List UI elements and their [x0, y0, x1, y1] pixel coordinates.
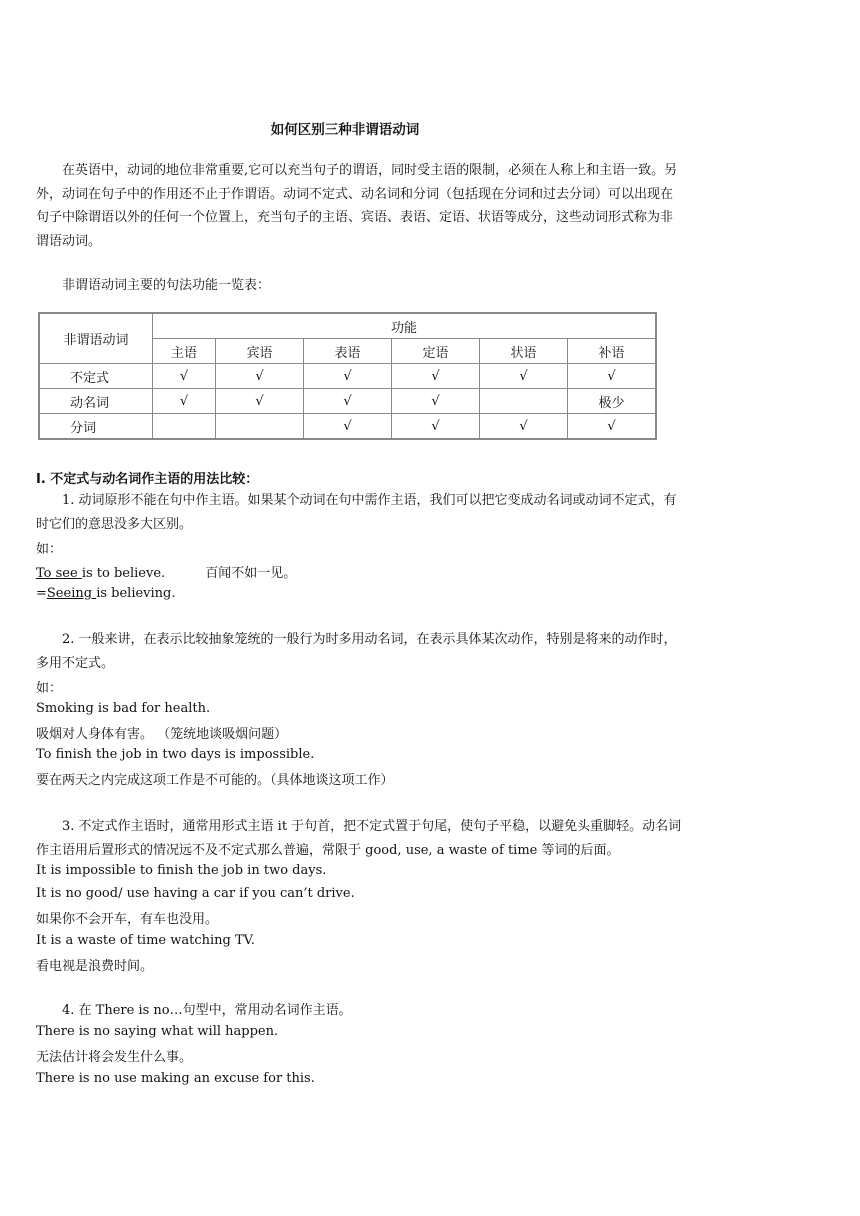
- table-row: [39, 364, 656, 389]
- point-1-paragraph: 1. 动词原形不能在句中作主语。如果某个动词在句中需作主语，我们可以把它变成动名词或动词不定式，有时它们的意思没多大区别。: [36, 493, 677, 532]
- underlined-phrase: To see: [36, 566, 82, 581]
- document-title: 如何区别三种非谓语动词: [270, 122, 420, 138]
- example-intro: 如：: [36, 542, 63, 557]
- row-label: 动名词: [39, 389, 153, 414]
- example-translation: 如果你不会开车，有车也没用。: [36, 912, 219, 927]
- example-text: There is no saying what will happen.: [36, 1024, 279, 1039]
- table-cell: √: [392, 414, 480, 440]
- point-3-paragraph: 3. 不定式作主语时，通常用形式主语 it 于句首，把不定式置于句尾，使句子平稳，以避免头重脚轻。动名词作主语用后置形式的情况远不及不定式那么普遍，常限于 good, use, a waste of time 等词的后面。: [36, 819, 682, 858]
- table-cell: √: [304, 414, 392, 440]
- equals-sign: =: [36, 586, 47, 601]
- table-cell: √: [480, 364, 568, 389]
- example-text: Smoking is bad for health.: [36, 701, 211, 716]
- example-text: is to believe.: [81, 566, 166, 581]
- table-cell: √: [480, 414, 568, 440]
- table-cell: [216, 414, 304, 440]
- table-row: [39, 389, 656, 414]
- example-text: It is impossible to finish the job in two days.: [36, 863, 327, 878]
- point-4-paragraph: 4. 在 There is no…句型中，常用动名词作主语。: [62, 1003, 352, 1018]
- table-cell: √: [153, 389, 216, 414]
- column-header: 宾语: [216, 339, 304, 364]
- row-label: 不定式: [39, 364, 153, 389]
- column-header: 定语: [392, 339, 480, 364]
- point-2-paragraph: 2. 一般来讲，在表示比较抽象笼统的一般行为时多用动名词，在表示具体某次动作，特别是将来的动作时，多用不定式。: [36, 632, 677, 671]
- table-corner-header: 非谓语动词: [39, 313, 153, 364]
- table-row: [39, 414, 656, 440]
- table-cell: √: [216, 389, 304, 414]
- column-header: 补语: [568, 339, 657, 364]
- section-heading: Ⅰ. 不定式与动名词作主语的用法比较：: [36, 472, 259, 487]
- table-cell: √: [216, 364, 304, 389]
- example-translation: 看电视是浪费时间。: [36, 959, 154, 974]
- example-text: is believing.: [96, 586, 176, 601]
- example-translation: 要在两天之内完成这项工作是不可能的。（具体地谈这项工作）: [36, 773, 394, 788]
- example-intro: 如：: [36, 681, 63, 696]
- row-label: 分词: [39, 414, 153, 440]
- table-cell: [480, 389, 568, 414]
- column-header: 主语: [153, 339, 216, 364]
- example-line: [36, 562, 296, 581]
- intro-paragraph: 在英语中，动词的地位非常重要,它可以充当句子的谓语，同时受主语的限制，必须在人称上和主语一致。另外，动词在句子中的作用还不止于作谓语。动词不定式、动名词和分词（包括现在分词和过去分词）可以出现在句子中除谓语以外的任何一个位置上，充当句子的主语、宾语、表语、定语、状语等成分，这些动词形式称为非谓语动词。: [36, 163, 678, 249]
- table-cell: √: [153, 364, 216, 389]
- table-cell: √: [568, 414, 657, 440]
- table-caption: 非谓语动词主要的句法功能一览表：: [62, 278, 271, 293]
- example-text: There is no use making an excuse for this.: [36, 1071, 315, 1086]
- column-header: 状语: [480, 339, 568, 364]
- function-table: [38, 312, 657, 440]
- table-cell: [153, 414, 216, 440]
- table-cell: √: [304, 389, 392, 414]
- table-cell: √: [568, 364, 657, 389]
- example-translation: 吸烟对人身体有害。 （笼统地谈吸烟问题）: [36, 727, 288, 742]
- example-line: [36, 586, 176, 601]
- example-text: To finish the job in two days is impossible.: [36, 747, 315, 762]
- example-text: It is no good/ use having a car if you can’t drive.: [36, 886, 355, 901]
- table-cell: 极少: [568, 389, 657, 414]
- underlined-phrase: Seeing: [46, 586, 97, 601]
- example-translation: 百闻不如一见。: [205, 566, 297, 581]
- table-cell: √: [304, 364, 392, 389]
- column-header: 表语: [304, 339, 392, 364]
- example-translation: 无法估计将会发生什么事。: [36, 1050, 193, 1065]
- table-cell: √: [392, 389, 480, 414]
- table-cell: √: [392, 364, 480, 389]
- example-text: It is a waste of time watching TV.: [36, 933, 255, 948]
- table-group-header: 功能: [153, 313, 657, 339]
